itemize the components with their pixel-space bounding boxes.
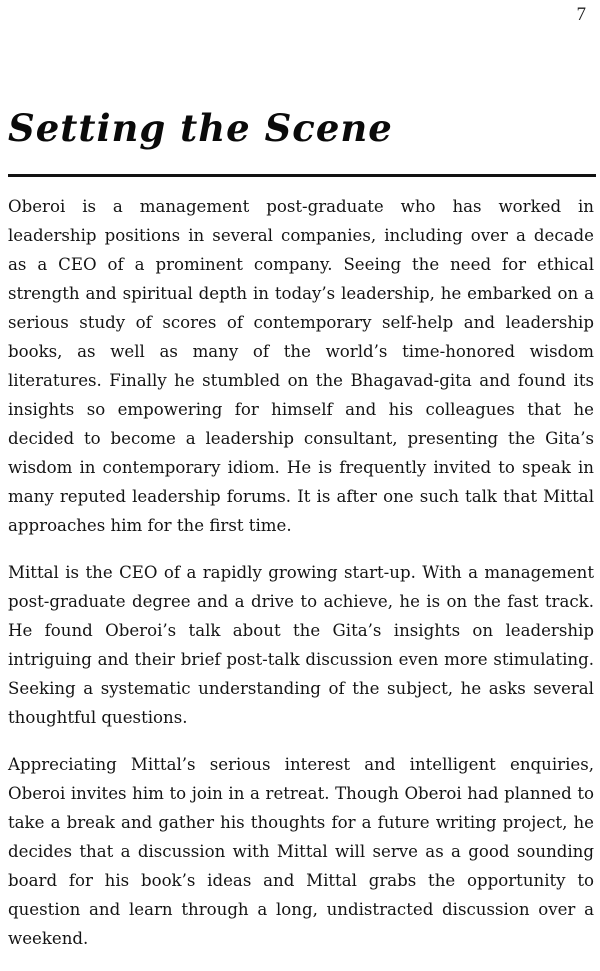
paragraph-1: Oberoi is a management post-graduate who has worked in leadership positions in several companies, including over a decade as a CEO of a prominent company. Seeing the need for ethical strength and spiritual depth in today’s leadership, he embarked on a serious study of scores of contemporary self-help and leadership books, as well as many of the world’s time-honored wisdom literatures. Finally he stumbled on the Bhagavad-gita and found its insights so empowering for himself and his colleagues that he decided to become a leadership consultant, presenting the Gita’s wisdom in contemporary idiom. He is frequently invited to speak in many reputed leadership forums. It is after one such talk that Mittal approaches him for the first time. [8,197,594,535]
paragraph-3: Appreciating Mittal’s serious interest and intelligent enquiries, Oberoi invites him to join in a retreat. Though Oberoi had planned to take a break and gather his thoughts for a future writing project, he decides that a discussion with Mittal will serve as a good sounding board for his book’s ideas and Mittal grabs the opportunity to question and learn through a long, undistracted discussion over a weekend. [8,755,594,948]
page-number: 7 [576,4,586,25]
body-text [8,192,594,971]
paragraph-2: Mittal is the CEO of a rapidly growing start-up. With a management post-graduate degree and a drive to achieve, he is on the fast track. He found Oberoi’s talk about the Gita’s insights on leadership intriguing and their brief post-talk discussion even more stimulating. Seeking a systematic understanding of the subject, he asks several thoughtful questions. [8,563,594,727]
title-divider [8,174,596,177]
chapter-title: Setting the Scene [8,106,393,150]
